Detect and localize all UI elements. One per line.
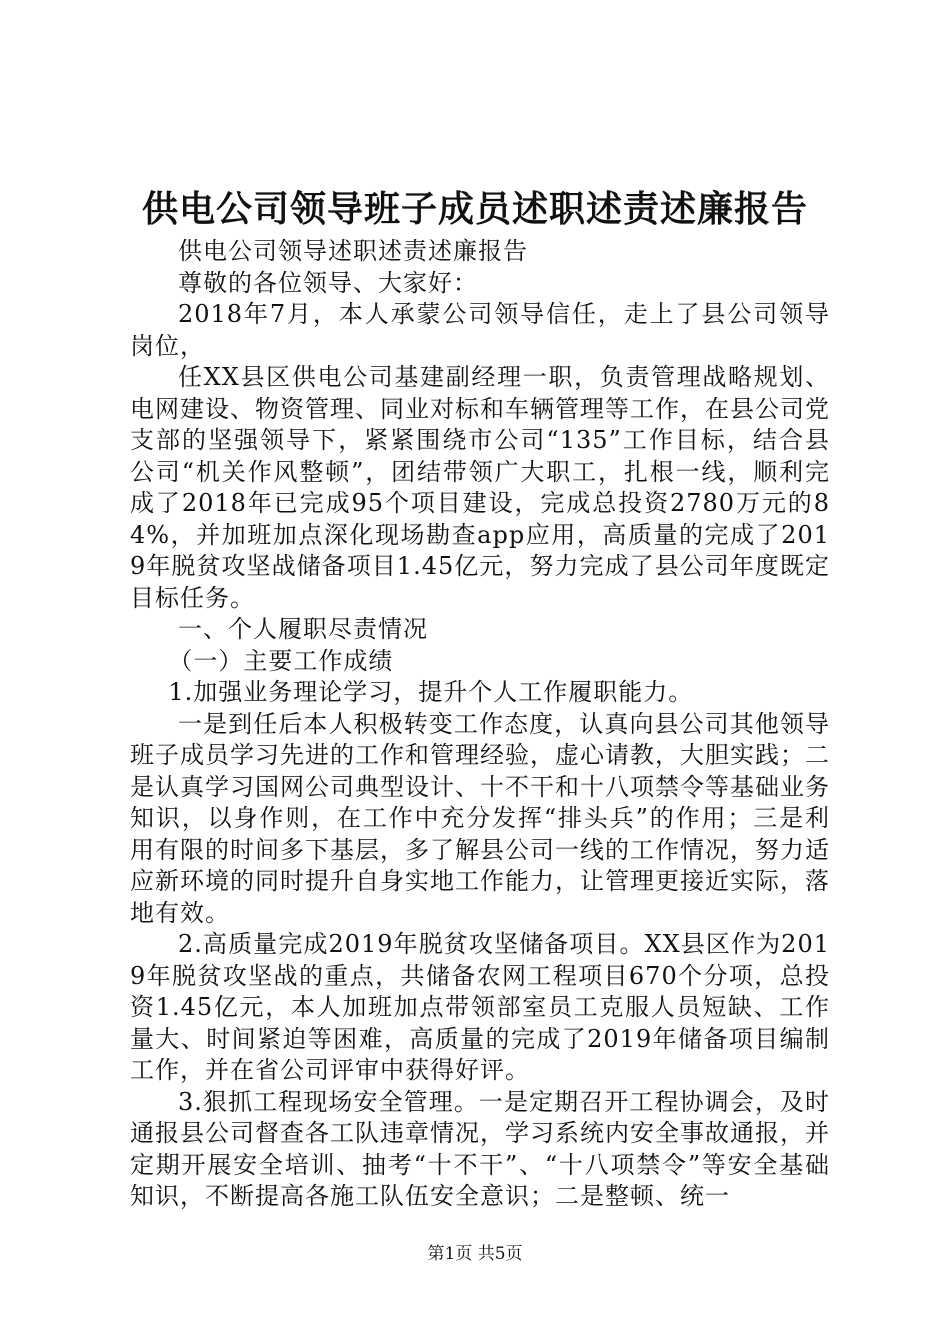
- section-heading: 一、个人履职尽责情况: [178, 615, 428, 643]
- paragraph: 2.高质量完成2019年脱贫攻坚储备项目。XX县区作为2019年脱贫攻坚战的重点，共储备农网工程项目670个分项，总投资1.45亿元，本人加班加点带领部室员工克服人员短缺、工作量大、时间紧迫等困难，高质量的完成了2019年储备项目编制工作，并在省公司评审中获得好评。: [130, 930, 830, 1084]
- document-body: [130, 236, 830, 1213]
- item-heading: 1.加强业务理论学习，提升个人工作履职能力。: [168, 678, 694, 706]
- paragraph: 3.狠抓工程现场安全管理。一是定期召开工程协调会，及时通报县公司督查各工队违章情况，学习系统内安全事故通报，并定期开展安全培训、抽考“十不干”、“十八项禁令”等安全基础知识，不断提高各施工队伍安全意识；二是整顿、统一: [130, 1087, 830, 1210]
- paragraph: 任XX县区供电公司基建副经理一职，负责管理战略规划、电网建设、物资管理、同业对标和车辆管理等工作，在县公司党支部的坚强领导下，紧紧围绕市公司“135”工作目标，结合县公司“机关作风整顿”，团结带领广大职工，扎根一线，顺利完成了2018年已完成95个项目建设，完成总投资2780万元的84%，并加班加点深化现场勘查app应用，高质量的完成了2019年脱贫攻坚战储备项目1.45亿元，努力完成了县公司年度既定目标任务。: [130, 363, 830, 612]
- document-title: 供电公司领导班子成员述职述责述廉报告: [141, 188, 808, 230]
- subsection-heading: （一）主要工作成绩: [168, 646, 394, 675]
- paragraph: 一是到任后本人积极转变工作态度，认真向县公司其他领导班子成员学习先进的工作和管理经验，虚心请教，大胆实践；二是认真学习国网公司典型设计、十不干和十八项禁令等基础业务知识，以身作则，在工作中充分发挥“排头兵”的作用；三是利用有限的时间多下基层，多了解县公司一线的工作情况，努力适应新环境的同时提升自身实地工作能力，让管理更接近实际，落地有效。: [130, 709, 830, 927]
- paragraph: 2018年7月，本人承蒙公司领导信任，走上了县公司领导岗位，: [130, 300, 830, 360]
- page-number-footer: 第1页 共5页: [427, 1244, 523, 1264]
- paragraph-subtitle: 供电公司领导述职述责述廉报告: [178, 237, 528, 265]
- paragraph-greeting: 尊敬的各位领导、大家好：: [178, 268, 478, 297]
